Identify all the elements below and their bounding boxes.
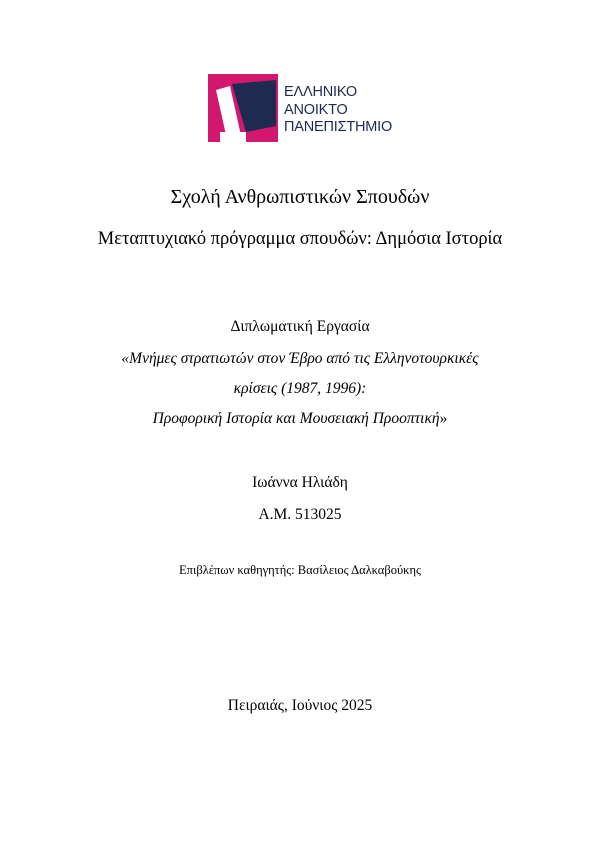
program-name: Μεταπτυχιακό πρόγραμμα σπουδών: Δημόσια Ιστορία (97, 229, 503, 249)
thesis-type: Διπλωματική Εργασία (230, 318, 370, 335)
author-name: Ιωάννα Ηλιάδη (252, 474, 348, 491)
logo-line-1: ΕΛΛΗΝΙΚΟ (284, 84, 357, 100)
closing-quote: » (439, 410, 448, 427)
thesis-title-line-3-text: Προφορική Ιστορία και Μουσειακή Προοπτική (152, 410, 440, 427)
logo-line-2: ΑΝΟΙΚΤΟ (284, 101, 348, 118)
logo-mark-icon (206, 70, 282, 146)
thesis-title-line-2: κρίσεις (1987, 1996): (233, 380, 367, 397)
student-id: Α.Μ. 513025 (258, 506, 342, 523)
place-date: Πειραιάς, Ιούνιος 2025 (227, 697, 373, 714)
thesis-title-line-1: «Μνήμες στρατιωτών στον Έβρο από τις Ελληνοτουρκικές (121, 350, 479, 367)
thesis-title-line-3 (0, 410, 600, 428)
school-name: Σχολή Ανθρωπιστικών Σπουδών (170, 186, 430, 208)
university-logo (206, 70, 406, 146)
logo-wordmark (284, 84, 392, 137)
supervisor: Επιβλέπων καθηγητής: Βασίλειος Δαλκαβούκης (179, 563, 421, 577)
logo-line-3: ΠΑΝΕΠΙΣΤΗΜΙΟ (284, 119, 393, 135)
